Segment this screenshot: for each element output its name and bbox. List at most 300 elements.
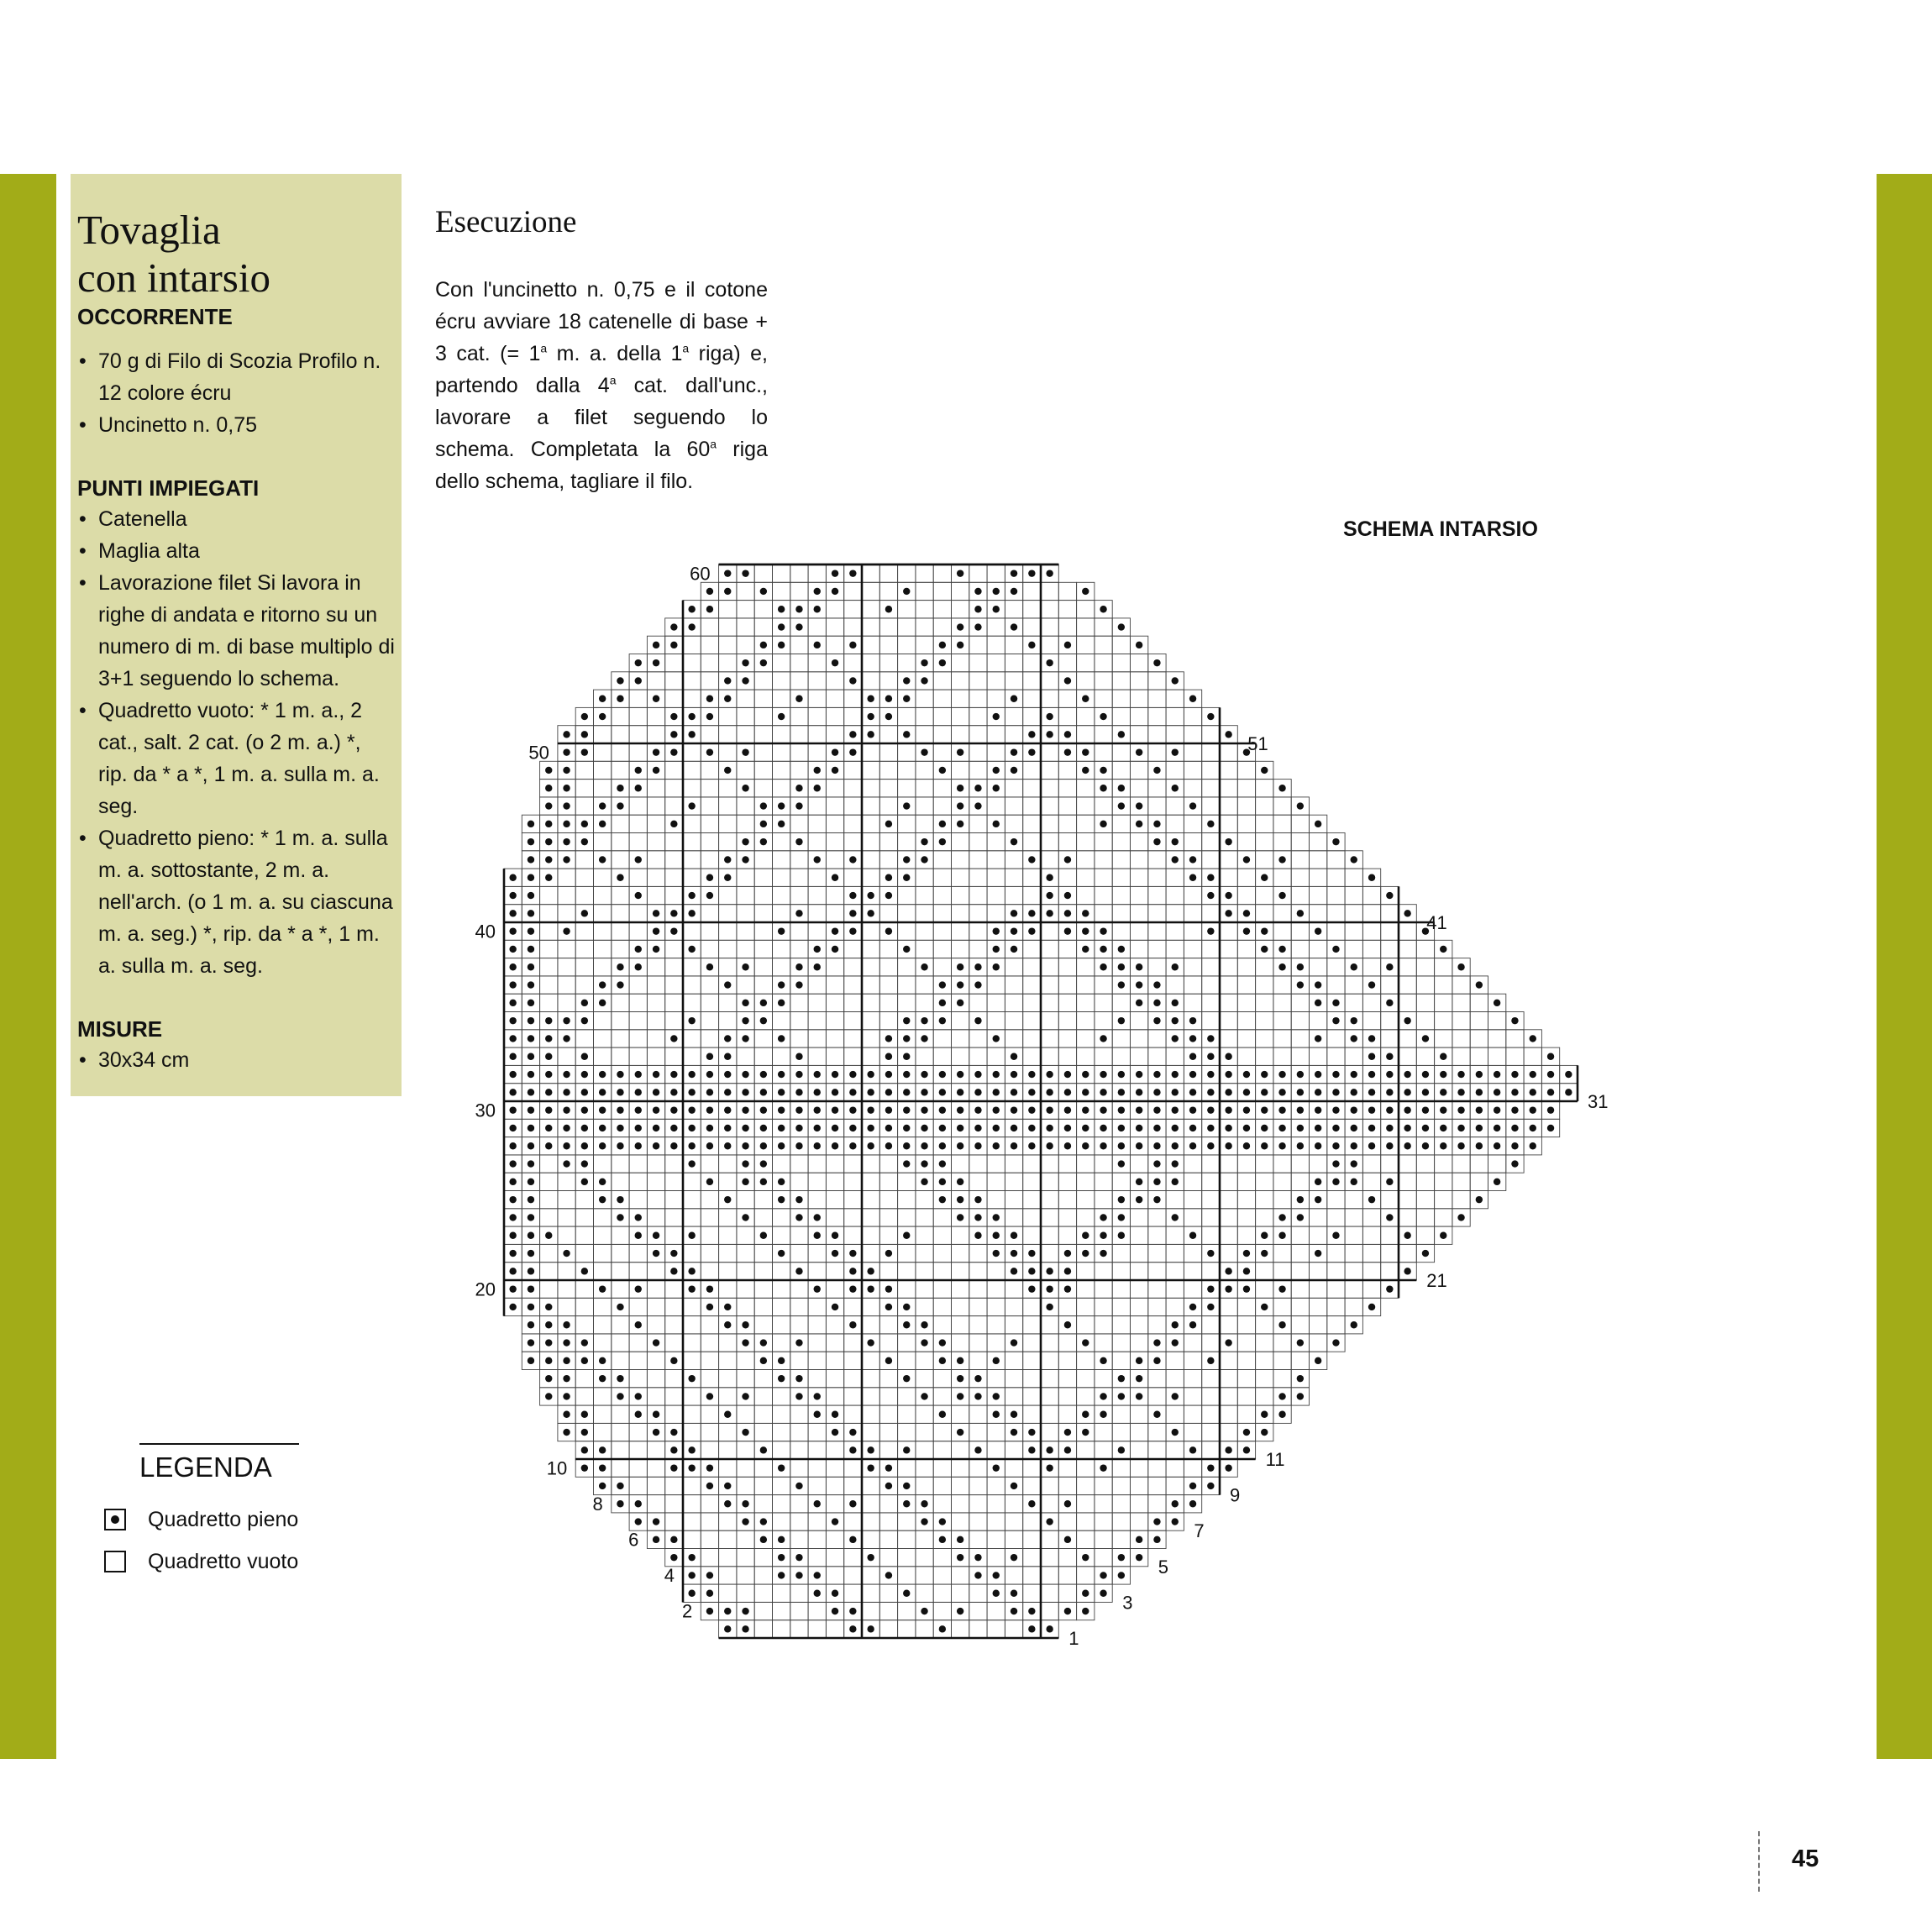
- chart-cell: [1220, 851, 1237, 869]
- chart-dot: [1207, 1071, 1214, 1078]
- chart-dot: [867, 892, 874, 899]
- chart-dot: [1136, 802, 1142, 809]
- chart-cell: [898, 1459, 916, 1477]
- chart-dot: [1136, 821, 1142, 827]
- chart-dot: [1332, 1125, 1339, 1131]
- chart-dot: [1332, 838, 1339, 845]
- list-item: • Uncinetto n. 0,75: [77, 409, 395, 441]
- chart-dot: [688, 946, 695, 953]
- chart-cell: [1416, 994, 1434, 1011]
- chart-cell: [1381, 1012, 1399, 1030]
- chart-cell: [1345, 869, 1362, 886]
- chart-cell: [969, 1263, 987, 1280]
- chart-dot: [867, 1554, 874, 1561]
- chart-dot: [635, 1089, 642, 1095]
- chart-cell: [1077, 797, 1095, 815]
- chart-dot: [599, 1000, 606, 1006]
- chart-cell: [987, 672, 1005, 690]
- chart-dot: [1261, 1106, 1268, 1113]
- chart-dot: [1565, 1071, 1572, 1078]
- chart-cell: [737, 1191, 754, 1209]
- chart-cell: [540, 994, 558, 1011]
- chart-dot: [814, 963, 821, 970]
- row-label: 4: [664, 1565, 675, 1587]
- chart-cell: [808, 564, 826, 582]
- chart-cell: [808, 690, 826, 707]
- chart-dot: [545, 821, 552, 827]
- chart-cell: [629, 905, 647, 922]
- chart-cell: [1058, 940, 1076, 958]
- chart-cell: [1131, 869, 1148, 886]
- chart-cell: [1381, 1191, 1399, 1209]
- chart-dot: [760, 1071, 767, 1078]
- chart-dot: [1511, 1142, 1518, 1149]
- chart-dot: [1136, 748, 1142, 755]
- chart-dot: [1172, 1429, 1179, 1436]
- chart-cell: [916, 886, 933, 904]
- chart-dot: [528, 1035, 534, 1042]
- chart-cell: [1202, 1226, 1220, 1244]
- chart-cell: [1220, 1012, 1237, 1030]
- chart-cell: [969, 851, 987, 869]
- chart-cell: [629, 1459, 647, 1477]
- chart-cell: [790, 1423, 808, 1441]
- chart-cell: [1166, 726, 1184, 743]
- chart-dot: [795, 1196, 802, 1203]
- legend: [104, 1443, 299, 1583]
- chart-dot: [670, 748, 677, 755]
- chart-cell: [879, 1226, 897, 1244]
- chart-dot: [509, 1089, 516, 1095]
- chart-cell: [1310, 1334, 1327, 1352]
- chart-cell: [790, 1226, 808, 1244]
- chart-cell: [629, 1173, 647, 1190]
- chart-dot: [814, 1125, 821, 1131]
- chart-dot: [885, 1106, 892, 1113]
- chart-dot: [1118, 1214, 1125, 1221]
- chart-cell: [1184, 940, 1201, 958]
- chart-cell: [558, 886, 575, 904]
- chart-cell: [1488, 1047, 1506, 1065]
- chart-dot: [814, 856, 821, 863]
- chart-cell: [790, 1030, 808, 1047]
- chart-dot: [1100, 1106, 1106, 1113]
- chart-dot: [545, 1357, 552, 1364]
- chart-cell: [1166, 1441, 1184, 1459]
- chart-dot: [581, 1125, 588, 1131]
- chart-cell: [701, 833, 718, 851]
- chart-dot: [706, 892, 713, 899]
- chart-dot: [688, 1554, 695, 1561]
- chart-cell: [737, 1405, 754, 1423]
- chart-dot: [795, 981, 802, 988]
- chart-cell: [898, 1173, 916, 1190]
- chart-dot: [563, 838, 570, 845]
- chart-cell: [683, 1423, 701, 1441]
- chart-cell: [1273, 1155, 1291, 1173]
- chart-dot: [1225, 910, 1231, 916]
- chart-dot: [670, 927, 677, 934]
- chart-cell: [612, 1423, 629, 1441]
- chart-cell: [1220, 1030, 1237, 1047]
- chart-cell: [719, 1423, 737, 1441]
- chart-dot: [509, 1196, 516, 1203]
- chart-dot: [1028, 1268, 1035, 1274]
- chart-dot: [1064, 1321, 1071, 1328]
- chart-cell: [916, 636, 933, 654]
- chart-dot: [1315, 1089, 1321, 1095]
- chart-cell: [683, 833, 701, 851]
- chart-dot: [509, 1017, 516, 1024]
- chart-dot: [1011, 623, 1017, 630]
- chart-cell: [808, 1602, 826, 1620]
- chart-dot: [760, 1518, 767, 1525]
- chart-dot: [1153, 1357, 1160, 1364]
- chart-cell: [629, 1477, 647, 1494]
- chart-dot: [581, 1000, 588, 1006]
- chart-cell: [844, 1370, 862, 1388]
- chart-dot: [1028, 642, 1035, 648]
- chart-dot: [1511, 1089, 1518, 1095]
- chart-cell: [1058, 1298, 1076, 1315]
- chart-cell: [879, 780, 897, 797]
- chart-cell: [1237, 1209, 1255, 1226]
- chart-dot: [706, 1125, 713, 1131]
- chart-cell: [862, 1191, 879, 1209]
- chart-cell: [790, 1316, 808, 1334]
- chart-dot: [1046, 1089, 1053, 1095]
- chart-dot: [778, 927, 785, 934]
- chart-cell: [612, 833, 629, 851]
- chart-cell: [790, 707, 808, 725]
- chart-cell: [1435, 994, 1452, 1011]
- chart-cell: [754, 851, 772, 869]
- chart-dot: [1207, 713, 1214, 720]
- chart-cell: [898, 905, 916, 922]
- chart-cell: [1202, 1263, 1220, 1280]
- chart-dot: [509, 1285, 516, 1292]
- chart-cell: [1058, 994, 1076, 1011]
- chart-dot: [1046, 892, 1053, 899]
- chart-cell: [737, 1244, 754, 1262]
- chart-cell: [754, 743, 772, 761]
- chart-cell: [826, 726, 843, 743]
- chart-dot: [1028, 927, 1035, 934]
- chart-dot: [724, 1483, 731, 1489]
- chart-cell: [969, 1155, 987, 1173]
- chart-cell: [969, 1298, 987, 1315]
- chart-dot: [1511, 1017, 1518, 1024]
- chart-dot: [903, 1304, 910, 1310]
- chart-cell: [862, 1477, 879, 1494]
- chart-cell: [826, 797, 843, 815]
- chart-dot: [760, 1142, 767, 1149]
- chart-dot: [563, 1393, 570, 1399]
- chart-cell: [1202, 1191, 1220, 1209]
- chart-cell: [647, 1173, 664, 1190]
- chart-dot: [528, 1071, 534, 1078]
- chart-cell: [1256, 1280, 1273, 1298]
- chart-cell: [594, 833, 612, 851]
- chart-cell: [844, 1388, 862, 1405]
- chart-dot: [760, 1160, 767, 1167]
- legend-label: Quadretto pieno: [148, 1507, 299, 1531]
- chart-cell: [862, 797, 879, 815]
- chart-cell: [558, 1209, 575, 1226]
- chart-cell: [844, 869, 862, 886]
- chart-dot: [778, 1572, 785, 1578]
- chart-cell: [1023, 1155, 1041, 1173]
- chart-dot: [670, 910, 677, 916]
- chart-dot: [1011, 696, 1017, 702]
- chart-dot: [1082, 1071, 1089, 1078]
- chart-cell: [987, 905, 1005, 922]
- chart-dot: [1494, 1179, 1500, 1185]
- chart-cell: [969, 1584, 987, 1602]
- chart-cell: [1470, 994, 1488, 1011]
- chart-cell: [1058, 1459, 1076, 1477]
- chart-dot: [957, 1179, 963, 1185]
- chart-cell: [683, 1173, 701, 1190]
- chart-cell: [612, 1316, 629, 1334]
- chart-cell: [1041, 958, 1058, 976]
- chart-dot: [1172, 1142, 1179, 1149]
- chart-cell: [1166, 1405, 1184, 1423]
- chart-cell: [844, 1477, 862, 1494]
- chart-dot: [742, 1339, 748, 1346]
- chart-cell: [1327, 958, 1345, 976]
- chart-dot: [974, 1142, 981, 1149]
- chart-dot: [957, 1608, 963, 1614]
- chart-cell: [826, 1459, 843, 1477]
- chart-cell: [898, 618, 916, 636]
- chart-cell: [612, 815, 629, 832]
- chart-dot: [939, 642, 946, 648]
- chart-cell: [1112, 1173, 1130, 1190]
- chart-dot: [545, 1017, 552, 1024]
- chart-cell: [701, 672, 718, 690]
- chart-cell: [1220, 1226, 1237, 1244]
- chart-cell: [1005, 1620, 1022, 1638]
- chart-dot: [688, 1071, 695, 1078]
- chart-cell: [594, 1405, 612, 1423]
- chart-dot: [1153, 981, 1160, 988]
- chart-cell: [1005, 1530, 1022, 1548]
- chart-dot: [849, 1625, 856, 1632]
- chart-dot: [1315, 1035, 1321, 1042]
- chart-cell: [1416, 1047, 1434, 1065]
- chart-dot: [1136, 1000, 1142, 1006]
- chart-dot: [635, 1106, 642, 1113]
- chart-cell: [1077, 1495, 1095, 1513]
- chart-cell: [969, 905, 987, 922]
- chart-dot: [1225, 1089, 1231, 1095]
- chart-cell: [790, 1495, 808, 1513]
- chart-dot: [1189, 802, 1196, 809]
- chart-cell: [1399, 1155, 1416, 1173]
- chart-dot: [545, 1089, 552, 1095]
- chart-dot: [903, 856, 910, 863]
- chart-cell: [808, 1173, 826, 1190]
- chart-cell: [808, 1549, 826, 1567]
- left-color-band: [0, 174, 56, 1759]
- chart-dot: [706, 1071, 713, 1078]
- chart-cell: [826, 815, 843, 832]
- chart-cell: [1416, 1155, 1434, 1173]
- chart-dot: [1082, 1232, 1089, 1239]
- chart-dot: [993, 1214, 1000, 1221]
- chart-cell: [737, 1298, 754, 1315]
- chart-cell: [737, 1549, 754, 1567]
- chart-cell: [844, 1191, 862, 1209]
- chart-cell: [1237, 1388, 1255, 1405]
- chart-dot: [1511, 1106, 1518, 1113]
- chart-cell: [808, 922, 826, 940]
- title-line-2: con intarsio: [77, 255, 270, 301]
- chart-dot: [1332, 1000, 1339, 1006]
- chart-dot: [1243, 1250, 1250, 1257]
- chart-dot: [795, 910, 802, 916]
- chart-cell: [826, 601, 843, 618]
- chart-cell: [575, 958, 593, 976]
- chart-cell: [683, 1495, 701, 1513]
- chart-cell: [1095, 1012, 1112, 1030]
- chart-cell: [1237, 994, 1255, 1011]
- chart-dot: [957, 785, 963, 791]
- chart-dot: [939, 1125, 946, 1131]
- chart-dot: [849, 927, 856, 934]
- chart-cell: [987, 1530, 1005, 1548]
- chart-dot: [885, 606, 892, 612]
- chart-cell: [1095, 1513, 1112, 1530]
- chart-cell: [1256, 1155, 1273, 1173]
- chart-cell: [1077, 1209, 1095, 1226]
- chart-cell: [1112, 1530, 1130, 1548]
- chart-dot: [528, 1232, 534, 1239]
- chart-dot: [885, 1142, 892, 1149]
- chart-dot: [1189, 1142, 1196, 1149]
- chart-dot: [1136, 1554, 1142, 1561]
- chart-cell: [647, 797, 664, 815]
- chart-dot: [617, 1089, 623, 1095]
- execution-text-part: cat. dall'unc., lavorare a filet seguendo lo schema. Completata la 60: [435, 374, 768, 461]
- chart-dot: [778, 802, 785, 809]
- chart-cell: [1381, 1226, 1399, 1244]
- chart-dot: [688, 1375, 695, 1382]
- chart-dot: [760, 821, 767, 827]
- chart-cell: [647, 1477, 664, 1494]
- chart-cell: [1381, 1155, 1399, 1173]
- chart-dot: [563, 1071, 570, 1078]
- chart-dot: [706, 1483, 713, 1489]
- chart-cell: [933, 1602, 951, 1620]
- chart-dot: [706, 1393, 713, 1399]
- chart-dot: [1225, 1071, 1231, 1078]
- chart-dot: [921, 1125, 927, 1131]
- chart-dot: [1530, 1125, 1536, 1131]
- chart-cell: [754, 1298, 772, 1315]
- chart-dot: [706, 696, 713, 702]
- chart-cell: [933, 1584, 951, 1602]
- chart-cell: [701, 1370, 718, 1388]
- chart-cell: [701, 797, 718, 815]
- chart-cell: [683, 851, 701, 869]
- chart-cell: [1023, 1047, 1041, 1065]
- chart-dot: [974, 1125, 981, 1131]
- chart-cell: [1077, 958, 1095, 976]
- chart-dot: [653, 767, 659, 774]
- chart-dot: [1189, 1071, 1196, 1078]
- chart-dot: [921, 1321, 927, 1328]
- chart-dot: [795, 963, 802, 970]
- chart-dot: [688, 1590, 695, 1597]
- chart-cell: [952, 1405, 969, 1423]
- chart-cell: [1058, 797, 1076, 815]
- chart-cell: [719, 1441, 737, 1459]
- chart-dot: [832, 1106, 838, 1113]
- chart-cell: [1041, 618, 1058, 636]
- chart-dot: [795, 623, 802, 630]
- chart-cell: [1041, 1334, 1058, 1352]
- chart-dot: [974, 1375, 981, 1382]
- chart-cell: [790, 994, 808, 1011]
- chart-dot: [1136, 1125, 1142, 1131]
- chart-cell: [1310, 1298, 1327, 1315]
- chart-cell: [665, 1513, 683, 1530]
- chart-dot: [1118, 1142, 1125, 1149]
- chart-cell: [1291, 1352, 1309, 1369]
- chart-dot: [1189, 856, 1196, 863]
- chart-cell: [952, 1030, 969, 1047]
- chart-cell: [1291, 833, 1309, 851]
- chart-dot: [957, 1071, 963, 1078]
- chart-cell: [987, 797, 1005, 815]
- chart-cell: [1148, 1244, 1166, 1262]
- chart-dot: [903, 1089, 910, 1095]
- chart-cell: [1077, 1047, 1095, 1065]
- chart-cell: [683, 994, 701, 1011]
- chart-dot: [688, 892, 695, 899]
- row-label: 41: [1426, 912, 1447, 933]
- occorrente-heading: OCCORRENTE: [77, 304, 233, 329]
- chart-dot: [581, 1464, 588, 1471]
- chart-cell: [701, 1030, 718, 1047]
- chart-dot: [1457, 963, 1464, 970]
- chart-cell: [1166, 1477, 1184, 1494]
- chart-dot: [653, 1250, 659, 1257]
- chart-cell: [1041, 833, 1058, 851]
- chart-cell: [969, 1352, 987, 1369]
- chart-cell: [683, 1244, 701, 1262]
- chart-cell: [754, 1567, 772, 1584]
- chart-cell: [808, 797, 826, 815]
- chart-cell: [1023, 815, 1041, 832]
- chart-cell: [987, 1549, 1005, 1567]
- chart-cell: [1273, 1173, 1291, 1190]
- chart-cell: [1399, 1191, 1416, 1209]
- chart-cell: [1131, 1405, 1148, 1423]
- chart-dot: [1136, 981, 1142, 988]
- chart-cell: [862, 1209, 879, 1226]
- chart-cell: [1023, 1298, 1041, 1315]
- chart-cell: [844, 1155, 862, 1173]
- chart-cell: [790, 1173, 808, 1190]
- chart-cell: [1041, 1530, 1058, 1548]
- chart-cell: [790, 1459, 808, 1477]
- chart-dot: [742, 1179, 748, 1185]
- chart-dot: [1118, 623, 1125, 630]
- chart-cell: [1327, 1047, 1345, 1065]
